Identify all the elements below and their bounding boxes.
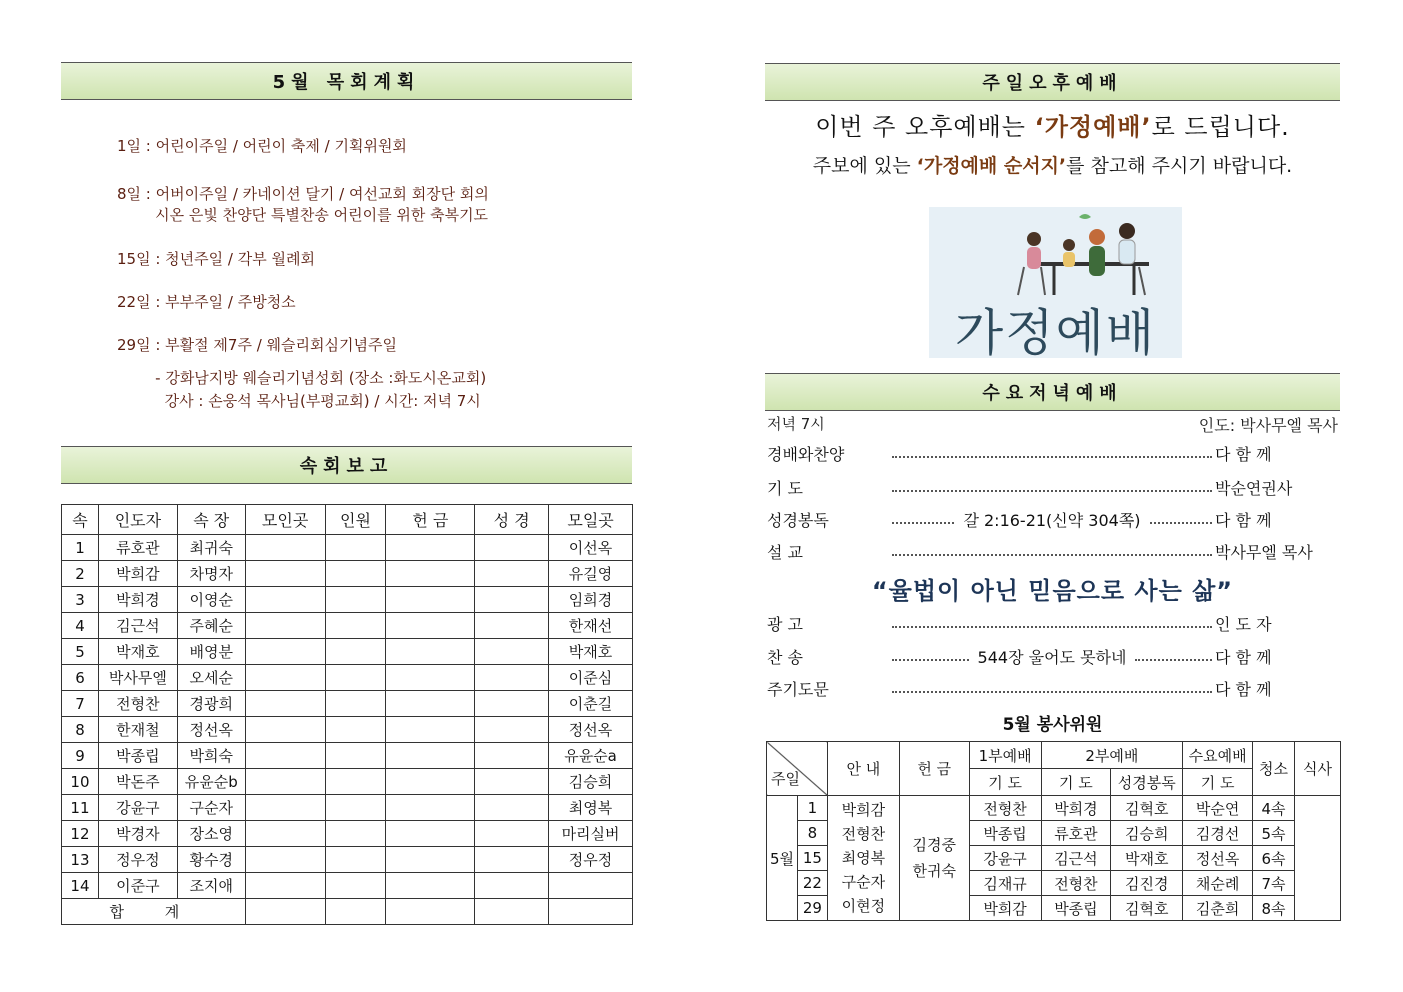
notice-line-2 [765, 151, 1340, 178]
meal-cell [1295, 796, 1341, 921]
table-cell: 13 [62, 847, 99, 873]
offering-header: 헌 금 [899, 742, 969, 796]
table-cell: 박재호 [98, 639, 177, 665]
table-cell: 오세순 [177, 665, 245, 691]
volunteer-cell: 김혁호 [1111, 896, 1183, 921]
volunteer-cell: 6속 [1253, 846, 1295, 871]
table-cell [475, 795, 549, 821]
table-cell [386, 665, 475, 691]
table-cell [475, 587, 549, 613]
leader-dots [892, 456, 1212, 458]
table-cell: 최귀숙 [177, 535, 245, 561]
table-cell [386, 899, 475, 925]
family-worship-image [929, 207, 1182, 358]
table-cell [325, 717, 386, 743]
plan-item: 8일 : 어버이주일 / 카네이션 달기 / 여선교회 회장단 회의 [117, 185, 489, 203]
table-cell [325, 743, 386, 769]
table-cell: 경광희 [177, 691, 245, 717]
order-detail: 갈 2:16-21(신약 304쪽) [957, 508, 1146, 531]
table-cell [475, 899, 549, 925]
notice-emphasis: ‘가정예배’ [1034, 113, 1152, 141]
table-cell: 박희감 [98, 561, 177, 587]
plan-item: 29일 : 부활절 제7주 / 웨슬리회심기념주일 [117, 336, 397, 354]
notice-text: 를 참고해 주시기 바랍니다. [1066, 155, 1293, 177]
table-cell [386, 561, 475, 587]
table-cell: 이영순 [177, 587, 245, 613]
pray-header: 기 도 [1041, 769, 1111, 796]
report-table [61, 504, 633, 925]
guide-names: 박희감 전형찬 최영복 구순자 이현정 [827, 796, 899, 921]
table-cell [386, 873, 475, 899]
table-cell [245, 873, 325, 899]
table-cell: 김승희 [549, 769, 633, 795]
sermon-title: “율법이 아닌 믿음으로 사는 삶” [871, 577, 1234, 605]
table-cell: 마리실버 [549, 821, 633, 847]
order-row [767, 475, 1339, 499]
table-cell [475, 873, 549, 899]
table-cell [245, 795, 325, 821]
table-cell [245, 639, 325, 665]
table-cell: 박종립 [98, 743, 177, 769]
clean-header: 청소 [1253, 742, 1295, 796]
table-cell [325, 613, 386, 639]
report-title: 속회보고 [61, 446, 632, 484]
afternoon-title: 주일오후예배 [765, 63, 1340, 101]
leader-dots [892, 522, 954, 524]
volunteer-cell: 박순연 [1183, 796, 1253, 821]
table-row [62, 613, 633, 639]
table-cell [475, 535, 549, 561]
table-cell [549, 873, 633, 899]
volunteer-cell: 김근석 [1041, 846, 1111, 871]
volunteer-cell: 8속 [1253, 896, 1295, 921]
wed-time: 저녁 7시 [767, 415, 825, 433]
table-cell: 박돈주 [98, 769, 177, 795]
table-cell: 이춘길 [549, 691, 633, 717]
plan-title: 5월 목회계획 [61, 62, 632, 100]
leader-dots [892, 691, 1212, 693]
volunteer-cell: 정선옥 [1183, 846, 1253, 871]
table-cell [325, 535, 386, 561]
table-cell: 이준심 [549, 665, 633, 691]
table-cell: 이준구 [98, 873, 177, 899]
table-cell [386, 535, 475, 561]
order-value: 다 함 께 [1215, 679, 1272, 699]
table-cell [325, 873, 386, 899]
order-value: 다 함 께 [1215, 647, 1272, 667]
table-cell [325, 561, 386, 587]
order-row [767, 644, 1339, 668]
month-cell: 5월 [767, 796, 798, 921]
table-cell [245, 899, 325, 925]
table-cell: 이선옥 [549, 535, 633, 561]
table-cell: 박재호 [549, 639, 633, 665]
table-cell [475, 821, 549, 847]
leader-dots [1135, 659, 1212, 661]
wed-title: 수요저녁예배 [765, 373, 1340, 411]
guide-header: 안 내 [827, 742, 899, 796]
table-cell: 전형찬 [98, 691, 177, 717]
week-cell: 22 [797, 871, 827, 896]
leader-dots [892, 659, 969, 661]
order-value: 박사무엘 목사 [1215, 542, 1313, 562]
table-cell: 10 [62, 769, 99, 795]
table-cell: 조지애 [177, 873, 245, 899]
volunteer-cell: 채순례 [1183, 871, 1253, 896]
table-cell [475, 613, 549, 639]
table-cell: 강윤구 [98, 795, 177, 821]
table-row [62, 769, 633, 795]
pray-header: 기 도 [1183, 769, 1253, 796]
volunteer-table [766, 741, 1341, 921]
plan-item: 1일 : 어린이주일 / 어린이 축제 / 기획위원회 [117, 137, 407, 155]
volunteer-cell: 전형찬 [1041, 871, 1111, 896]
volunteer-title: 5월 봉사위원 [1002, 715, 1103, 735]
table-cell: 장소영 [177, 821, 245, 847]
table-cell: 임희경 [549, 587, 633, 613]
order-detail: 544장 울어도 못하네 [972, 645, 1133, 668]
pray-header: 기 도 [969, 769, 1041, 796]
volunteer-cell: 박종립 [969, 821, 1041, 846]
plan-item: - 강화남지방 웨슬리기념성회 (장소 :화도시온교회) [117, 369, 487, 387]
table-row [62, 847, 633, 873]
table-row [62, 821, 633, 847]
order-value: 다 함 께 [1215, 510, 1272, 530]
table-cell [245, 587, 325, 613]
report-header-row [62, 505, 633, 535]
table-row [62, 639, 633, 665]
volunteer-cell: 전형찬 [969, 796, 1041, 821]
week-header: 주일 [771, 770, 800, 788]
notice-text: 주보에 있는 [812, 155, 917, 177]
table-cell: 8 [62, 717, 99, 743]
order-label: 경배와찬양 [767, 444, 845, 464]
image-caption: 가정예배 [954, 304, 1157, 358]
table-cell: 유길영 [549, 561, 633, 587]
table-row [62, 717, 633, 743]
table-cell [245, 535, 325, 561]
table-cell [245, 717, 325, 743]
volunteer-cell: 김재규 [969, 871, 1041, 896]
table-cell [325, 899, 386, 925]
table-cell [386, 613, 475, 639]
report-header-cell: 모인곳 [245, 505, 325, 535]
table-row [62, 665, 633, 691]
table-cell [386, 821, 475, 847]
order-label: 찬 송 [767, 647, 803, 667]
order-value: 다 함 께 [1215, 444, 1272, 464]
week-cell: 29 [797, 896, 827, 921]
plan-item: 강사 : 손웅석 목사님(부평교회) / 시간: 저녁 7시 [117, 392, 481, 410]
table-cell [245, 691, 325, 717]
order-label: 광 고 [767, 614, 803, 634]
total-row [62, 899, 633, 925]
table-cell: 1 [62, 535, 99, 561]
table-cell: 정선옥 [549, 717, 633, 743]
volunteer-cell: 박재호 [1111, 846, 1183, 871]
table-cell [386, 639, 475, 665]
table-cell [245, 743, 325, 769]
svc1-header: 1부예배 [969, 742, 1041, 769]
order-row [767, 539, 1339, 563]
table-cell: 2 [62, 561, 99, 587]
notice-line-1 [765, 107, 1340, 142]
report-header-cell: 인도자 [98, 505, 177, 535]
table-cell: 김근석 [98, 613, 177, 639]
table-cell: 5 [62, 639, 99, 665]
volunteer-cell: 4속 [1253, 796, 1295, 821]
table-cell [245, 821, 325, 847]
table-cell [325, 795, 386, 821]
order-row [767, 676, 1339, 700]
table-cell [386, 769, 475, 795]
volunteer-cell: 5속 [1253, 821, 1295, 846]
plan-item: 22일 : 부부주일 / 주방청소 [117, 293, 296, 311]
table-cell: 박희경 [98, 587, 177, 613]
table-cell: 배영분 [177, 639, 245, 665]
table-cell [475, 665, 549, 691]
table-cell [325, 665, 386, 691]
table-cell [475, 847, 549, 873]
table-cell: 박사무엘 [98, 665, 177, 691]
table-cell [386, 847, 475, 873]
table-cell [475, 691, 549, 717]
leader-dots [1150, 522, 1212, 524]
order-value: 박순연권사 [1215, 478, 1293, 498]
table-cell: 최영복 [549, 795, 633, 821]
table-cell: 정우정 [549, 847, 633, 873]
volunteer-cell: 김진경 [1111, 871, 1183, 896]
table-cell [245, 613, 325, 639]
order-row [767, 611, 1339, 635]
table-cell: 유윤순a [549, 743, 633, 769]
week-cell: 8 [797, 821, 827, 846]
table-cell [549, 899, 633, 925]
meal-header: 식사 [1295, 742, 1341, 796]
week-cell: 15 [797, 846, 827, 871]
table-cell: 박경자 [98, 821, 177, 847]
notice-emphasis: ‘가정예배 순서지’ [916, 155, 1067, 177]
volunteer-cell: 강윤구 [969, 846, 1041, 871]
order-label: 설 교 [767, 542, 803, 562]
table-cell: 황수경 [177, 847, 245, 873]
table-cell: 한재철 [98, 717, 177, 743]
total-label: 합 계 [62, 899, 246, 925]
volunteer-cell: 김혁호 [1111, 796, 1183, 821]
table-cell [475, 743, 549, 769]
table-cell [245, 769, 325, 795]
order-label: 기 도 [767, 478, 803, 498]
table-cell [325, 847, 386, 873]
table-cell: 9 [62, 743, 99, 769]
report-header-cell: 인원 [325, 505, 386, 535]
order-row [767, 507, 1339, 531]
table-cell [475, 639, 549, 665]
notice-text: 이번 주 오후예배는 [815, 113, 1035, 141]
svc2-header: 2부예배 [1041, 742, 1183, 769]
wed-leader: 인도: 박사무엘 목사 [1198, 416, 1338, 435]
table-cell: 4 [62, 613, 99, 639]
table-cell [386, 587, 475, 613]
table-cell [386, 717, 475, 743]
table-cell: 구순자 [177, 795, 245, 821]
table-cell [475, 769, 549, 795]
plan-item: 시온 은빛 찬양단 특별찬송 어린이를 위한 축복기도 [117, 206, 489, 224]
volunteer-cell: 박희경 [1041, 796, 1111, 821]
table-row [62, 795, 633, 821]
table-cell: 14 [62, 873, 99, 899]
table-cell [325, 769, 386, 795]
volunteer-cell: 김춘희 [1183, 896, 1253, 921]
table-cell: 한재선 [549, 613, 633, 639]
table-cell: 주혜순 [177, 613, 245, 639]
volunteer-cell: 김경선 [1183, 821, 1253, 846]
reading-header: 성경봉독 [1111, 769, 1183, 796]
table-cell [325, 691, 386, 717]
table-row [62, 535, 633, 561]
leader-dots [892, 490, 1212, 492]
report-header-cell: 헌 금 [386, 505, 475, 535]
table-cell: 유윤순b [177, 769, 245, 795]
volunteer-cell: 류호관 [1041, 821, 1111, 846]
table-row [62, 691, 633, 717]
table-cell: 차명자 [177, 561, 245, 587]
table-cell [386, 691, 475, 717]
report-header-cell: 모일곳 [549, 505, 633, 535]
table-cell: 3 [62, 587, 99, 613]
offering-names: 김경중 한귀숙 [899, 796, 969, 921]
table-row [62, 561, 633, 587]
table-row [767, 796, 1341, 821]
notice-text: 로 드립니다. [1151, 113, 1290, 141]
report-header-cell: 속 장 [177, 505, 245, 535]
table-cell: 11 [62, 795, 99, 821]
table-cell [475, 717, 549, 743]
volunteer-cell: 박희감 [969, 896, 1041, 921]
table-cell: 정선옥 [177, 717, 245, 743]
volunteer-cell: 7속 [1253, 871, 1295, 896]
report-header-cell: 성 경 [475, 505, 549, 535]
table-cell [325, 821, 386, 847]
volunteer-cell: 김승희 [1111, 821, 1183, 846]
leader-dots [892, 554, 1212, 556]
week-cell: 1 [797, 796, 827, 821]
table-cell [386, 743, 475, 769]
table-cell [325, 639, 386, 665]
week-header-cell [767, 742, 828, 796]
table-cell [245, 847, 325, 873]
table-cell: 류호관 [98, 535, 177, 561]
table-cell: 정우정 [98, 847, 177, 873]
volunteer-cell: 박종립 [1041, 896, 1111, 921]
table-cell [386, 795, 475, 821]
table-cell [475, 561, 549, 587]
table-cell [325, 587, 386, 613]
wed-header: 수요예배 [1183, 742, 1253, 769]
table-cell [245, 665, 325, 691]
table-cell: 7 [62, 691, 99, 717]
order-label: 주기도문 [767, 679, 829, 699]
table-row [62, 743, 633, 769]
table-cell: 12 [62, 821, 99, 847]
order-label: 성경봉독 [767, 510, 829, 530]
table-cell [245, 561, 325, 587]
order-value: 인 도 자 [1215, 614, 1272, 634]
order-row [767, 441, 1339, 465]
table-row [62, 873, 633, 899]
plan-item: 15일 : 청년주일 / 각부 월례회 [117, 250, 315, 268]
table-cell: 박희숙 [177, 743, 245, 769]
table-cell: 6 [62, 665, 99, 691]
report-header-cell: 속 [62, 505, 99, 535]
table-row [62, 587, 633, 613]
leader-dots [892, 626, 1212, 628]
